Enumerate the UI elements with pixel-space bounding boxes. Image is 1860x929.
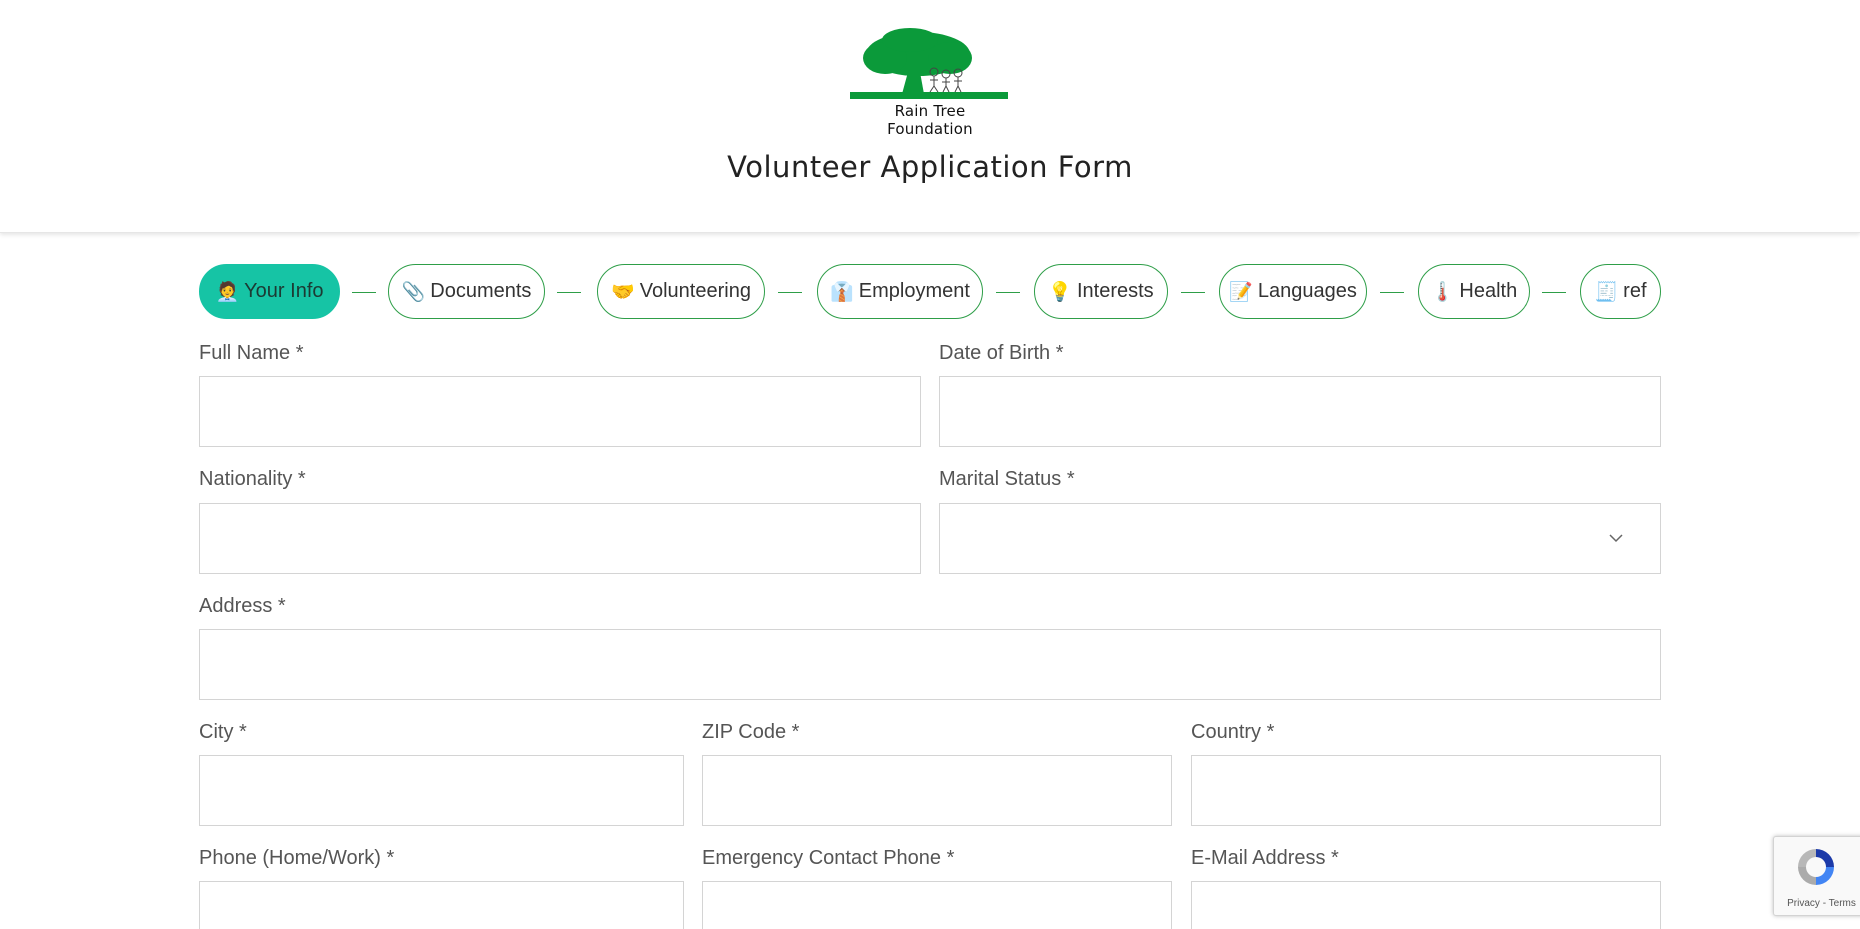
date-of-birth-input[interactable]	[939, 376, 1661, 447]
step-volunteering[interactable]	[597, 264, 765, 319]
email-label: E-Mail Address *	[1191, 847, 1339, 869]
step-employment[interactable]	[817, 264, 983, 319]
city-input[interactable]	[199, 755, 684, 826]
terms-link[interactable]: Terms	[1828, 898, 1856, 909]
nationality-label: Nationality *	[199, 468, 306, 490]
tree-logo-icon	[850, 28, 1010, 103]
date-of-birth-label: Date of Birth *	[939, 342, 1064, 364]
address-input[interactable]	[199, 629, 1661, 700]
step-connector	[1181, 292, 1205, 293]
city-label: City *	[199, 721, 247, 743]
step-ref[interactable]	[1580, 264, 1661, 319]
step-documents[interactable]	[388, 264, 545, 319]
step-label: Volunteering	[639, 280, 751, 302]
lightbulb-icon: 💡	[1048, 281, 1072, 303]
recaptcha-badge[interactable]	[1773, 836, 1860, 916]
nationality-input[interactable]	[199, 503, 921, 574]
step-connector	[1380, 292, 1404, 293]
memo-icon: 📝	[1229, 281, 1253, 303]
step-connector	[996, 292, 1020, 293]
step-connector	[352, 292, 376, 293]
step-label: Interests	[1076, 280, 1154, 302]
thermometer-icon: 🌡️	[1430, 281, 1455, 303]
full-name-label: Full Name *	[199, 342, 304, 364]
privacy-link[interactable]: Privacy	[1787, 898, 1820, 909]
country-input[interactable]	[1191, 755, 1661, 826]
phone-label: Phone (Home/Work) *	[199, 847, 395, 869]
recaptcha-links	[1774, 898, 1860, 909]
step-label: Employment	[858, 280, 970, 302]
emergency-phone-label: Emergency Contact Phone *	[702, 847, 955, 869]
page-header	[0, 0, 1860, 233]
page-title: Volunteer Application Form	[727, 150, 1133, 184]
step-languages[interactable]	[1219, 264, 1367, 319]
step-your-info[interactable]	[199, 264, 340, 319]
step-connector	[1542, 292, 1566, 293]
necktie-icon: 👔	[830, 281, 854, 303]
step-connector	[778, 292, 802, 293]
zip-code-label: ZIP Code *	[702, 721, 800, 743]
zip-code-input[interactable]	[702, 755, 1172, 826]
step-label: Health	[1459, 280, 1518, 302]
emergency-phone-input[interactable]	[702, 881, 1172, 929]
recaptcha-icon	[1794, 845, 1838, 889]
rain-tree-foundation-logo[interactable]	[850, 28, 1010, 138]
step-connector	[557, 292, 581, 293]
receipt-icon: 🧾	[1594, 281, 1619, 303]
step-interests[interactable]	[1034, 264, 1168, 319]
step-label: Documents	[430, 280, 532, 302]
email-input[interactable]	[1191, 881, 1661, 929]
step-label: ref	[1623, 280, 1647, 302]
person-icon: 🧑‍💼	[215, 281, 240, 303]
logo-text: Rain Tree Foundation	[887, 102, 973, 138]
handshake-icon: 🤝	[611, 281, 635, 303]
chevron-down-icon	[1608, 530, 1624, 546]
step-label: Languages	[1257, 280, 1357, 302]
country-label: Country *	[1191, 721, 1275, 743]
step-health[interactable]	[1418, 264, 1530, 319]
step-label: Your Info	[244, 280, 324, 302]
marital-status-label: Marital Status *	[939, 468, 1075, 490]
form-stepper	[199, 264, 1661, 321]
phone-input[interactable]	[199, 881, 684, 929]
marital-status-select[interactable]	[939, 503, 1661, 574]
link-separator: -	[1819, 898, 1829, 909]
full-name-input[interactable]	[199, 376, 921, 447]
address-label: Address *	[199, 595, 286, 617]
paperclip-icon: 📎	[401, 281, 426, 303]
